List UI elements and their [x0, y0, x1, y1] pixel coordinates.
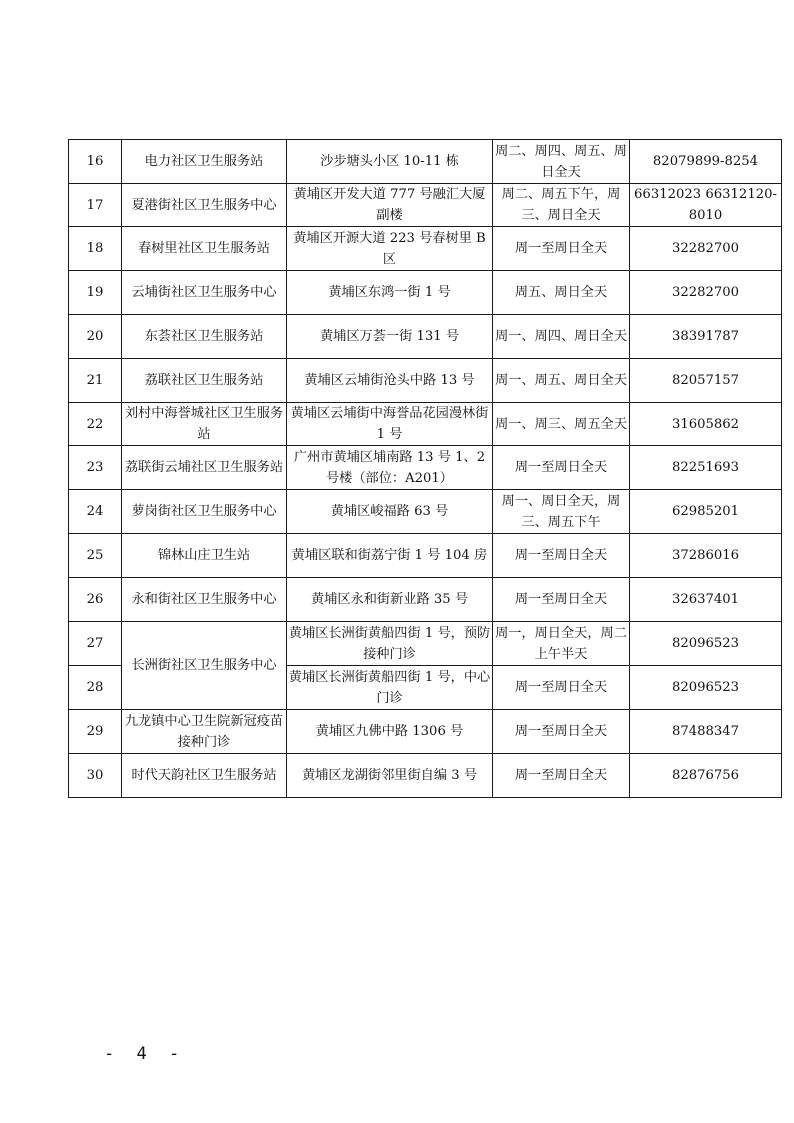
- service-time: 周一、周五、周日全天: [493, 359, 630, 403]
- clinic-name: 东荟社区卫生服务站: [122, 315, 287, 359]
- phone-number: 82057157: [630, 359, 782, 403]
- table-row: [69, 271, 782, 315]
- clinic-address: 黄埔区永和街新业路 35 号: [287, 578, 493, 622]
- table-row: [69, 622, 782, 666]
- service-time: 周一、周日全天，周三、周五下午: [493, 490, 630, 534]
- phone-number: 82096523: [630, 666, 782, 710]
- clinic-address: 沙步塘头小区 10-11 栋: [287, 140, 493, 184]
- row-number: 26: [69, 578, 122, 622]
- clinic-name: 刘村中海誉城社区卫生服务站: [122, 403, 287, 446]
- clinic-name: 荔联社区卫生服务站: [122, 359, 287, 403]
- clinic-address: 黄埔区开源大道 223 号春树里 B 区: [287, 227, 493, 271]
- table-row: [69, 315, 782, 359]
- phone-number: 82096523: [630, 622, 782, 666]
- row-number: 23: [69, 446, 122, 490]
- clinic-name: 夏港街社区卫生服务中心: [122, 184, 287, 227]
- service-time: 周一、周三、周五全天: [493, 403, 630, 446]
- clinic-address: 广州市黄埔区埔南路 13 号 1、2 号楼（部位：A201）: [287, 446, 493, 490]
- clinic-address: 黄埔区长洲街黄船四街 1 号，中心门诊: [287, 666, 493, 710]
- row-number: 30: [69, 754, 122, 798]
- phone-number: 82251693: [630, 446, 782, 490]
- clinic-address: 黄埔区开发大道 777 号融汇大厦副楼: [287, 184, 493, 227]
- service-time: 周一至周日全天: [493, 666, 630, 710]
- table-row: [69, 359, 782, 403]
- phone-number: 32282700: [630, 227, 782, 271]
- table-row: [69, 490, 782, 534]
- table-row: [69, 754, 782, 798]
- row-number: 21: [69, 359, 122, 403]
- clinic-address: 黄埔区龙湖街邻里街自编 3 号: [287, 754, 493, 798]
- table-row: [69, 534, 782, 578]
- row-number: 19: [69, 271, 122, 315]
- table-row: [69, 446, 782, 490]
- phone-number: 82876756: [630, 754, 782, 798]
- clinic-address: 黄埔区万荟一街 131 号: [287, 315, 493, 359]
- service-time: 周一、周四、周日全天: [493, 315, 630, 359]
- table-row: [69, 578, 782, 622]
- clinic-address: 黄埔区峻福路 63 号: [287, 490, 493, 534]
- phone-number: 66312023 66312120-8010: [630, 184, 782, 227]
- row-number: 22: [69, 403, 122, 446]
- table-row: [69, 184, 782, 227]
- table-row: [69, 140, 782, 184]
- phone-number: 37286016: [630, 534, 782, 578]
- clinic-name: 长洲街社区卫生服务中心: [122, 622, 287, 710]
- clinic-name: 电力社区卫生服务站: [122, 140, 287, 184]
- phone-number: 31605862: [630, 403, 782, 446]
- service-time: 周一至周日全天: [493, 227, 630, 271]
- table-row: [69, 227, 782, 271]
- service-time: 周一至周日全天: [493, 446, 630, 490]
- clinic-name: 九龙镇中心卫生院新冠疫苗接种门诊: [122, 710, 287, 754]
- clinic-name: 萝岗街社区卫生服务中心: [122, 490, 287, 534]
- phone-number: 32282700: [630, 271, 782, 315]
- row-number: 27: [69, 622, 122, 666]
- row-number: 24: [69, 490, 122, 534]
- clinic-address: 黄埔区云埔街沧头中路 13 号: [287, 359, 493, 403]
- clinic-name: 云埔街社区卫生服务中心: [122, 271, 287, 315]
- service-time: 周一至周日全天: [493, 534, 630, 578]
- service-time: 周一，周日全天，周二上午半天: [493, 622, 630, 666]
- service-time: 周二、周四、周五、周日全天: [493, 140, 630, 184]
- phone-number: 87488347: [630, 710, 782, 754]
- clinic-address: 黄埔区长洲街黄船四街 1 号，预防接种门诊: [287, 622, 493, 666]
- row-number: 28: [69, 666, 122, 710]
- clinic-name: 时代天韵社区卫生服务站: [122, 754, 287, 798]
- phone-number: 32637401: [630, 578, 782, 622]
- clinic-name: 锦林山庄卫生站: [122, 534, 287, 578]
- row-number: 17: [69, 184, 122, 227]
- row-number: 25: [69, 534, 122, 578]
- clinic-address: 黄埔区九佛中路 1306 号: [287, 710, 493, 754]
- row-number: 16: [69, 140, 122, 184]
- service-time: 周二、周五下午，周三、周日全天: [493, 184, 630, 227]
- clinic-address: 黄埔区联和街荔宁街 1 号 104 房: [287, 534, 493, 578]
- phone-number: 82079899-8254: [630, 140, 782, 184]
- service-time: 周一至周日全天: [493, 578, 630, 622]
- row-number: 20: [69, 315, 122, 359]
- clinic-name: 永和街社区卫生服务中心: [122, 578, 287, 622]
- schedule-table: [68, 139, 782, 798]
- page-number: - 4 -: [104, 1044, 186, 1064]
- clinic-address: 黄埔区云埔街中海誉品花园漫林街 1 号: [287, 403, 493, 446]
- phone-number: 62985201: [630, 490, 782, 534]
- table-row: [69, 403, 782, 446]
- table-row: [69, 710, 782, 754]
- service-time: 周一至周日全天: [493, 710, 630, 754]
- row-number: 18: [69, 227, 122, 271]
- row-number: 29: [69, 710, 122, 754]
- phone-number: 38391787: [630, 315, 782, 359]
- service-time: 周五、周日全天: [493, 271, 630, 315]
- service-time: 周一至周日全天: [493, 754, 630, 798]
- clinic-address: 黄埔区东鸿一街 1 号: [287, 271, 493, 315]
- clinic-name: 春树里社区卫生服务站: [122, 227, 287, 271]
- clinic-name: 荔联街云埔社区卫生服务站: [122, 446, 287, 490]
